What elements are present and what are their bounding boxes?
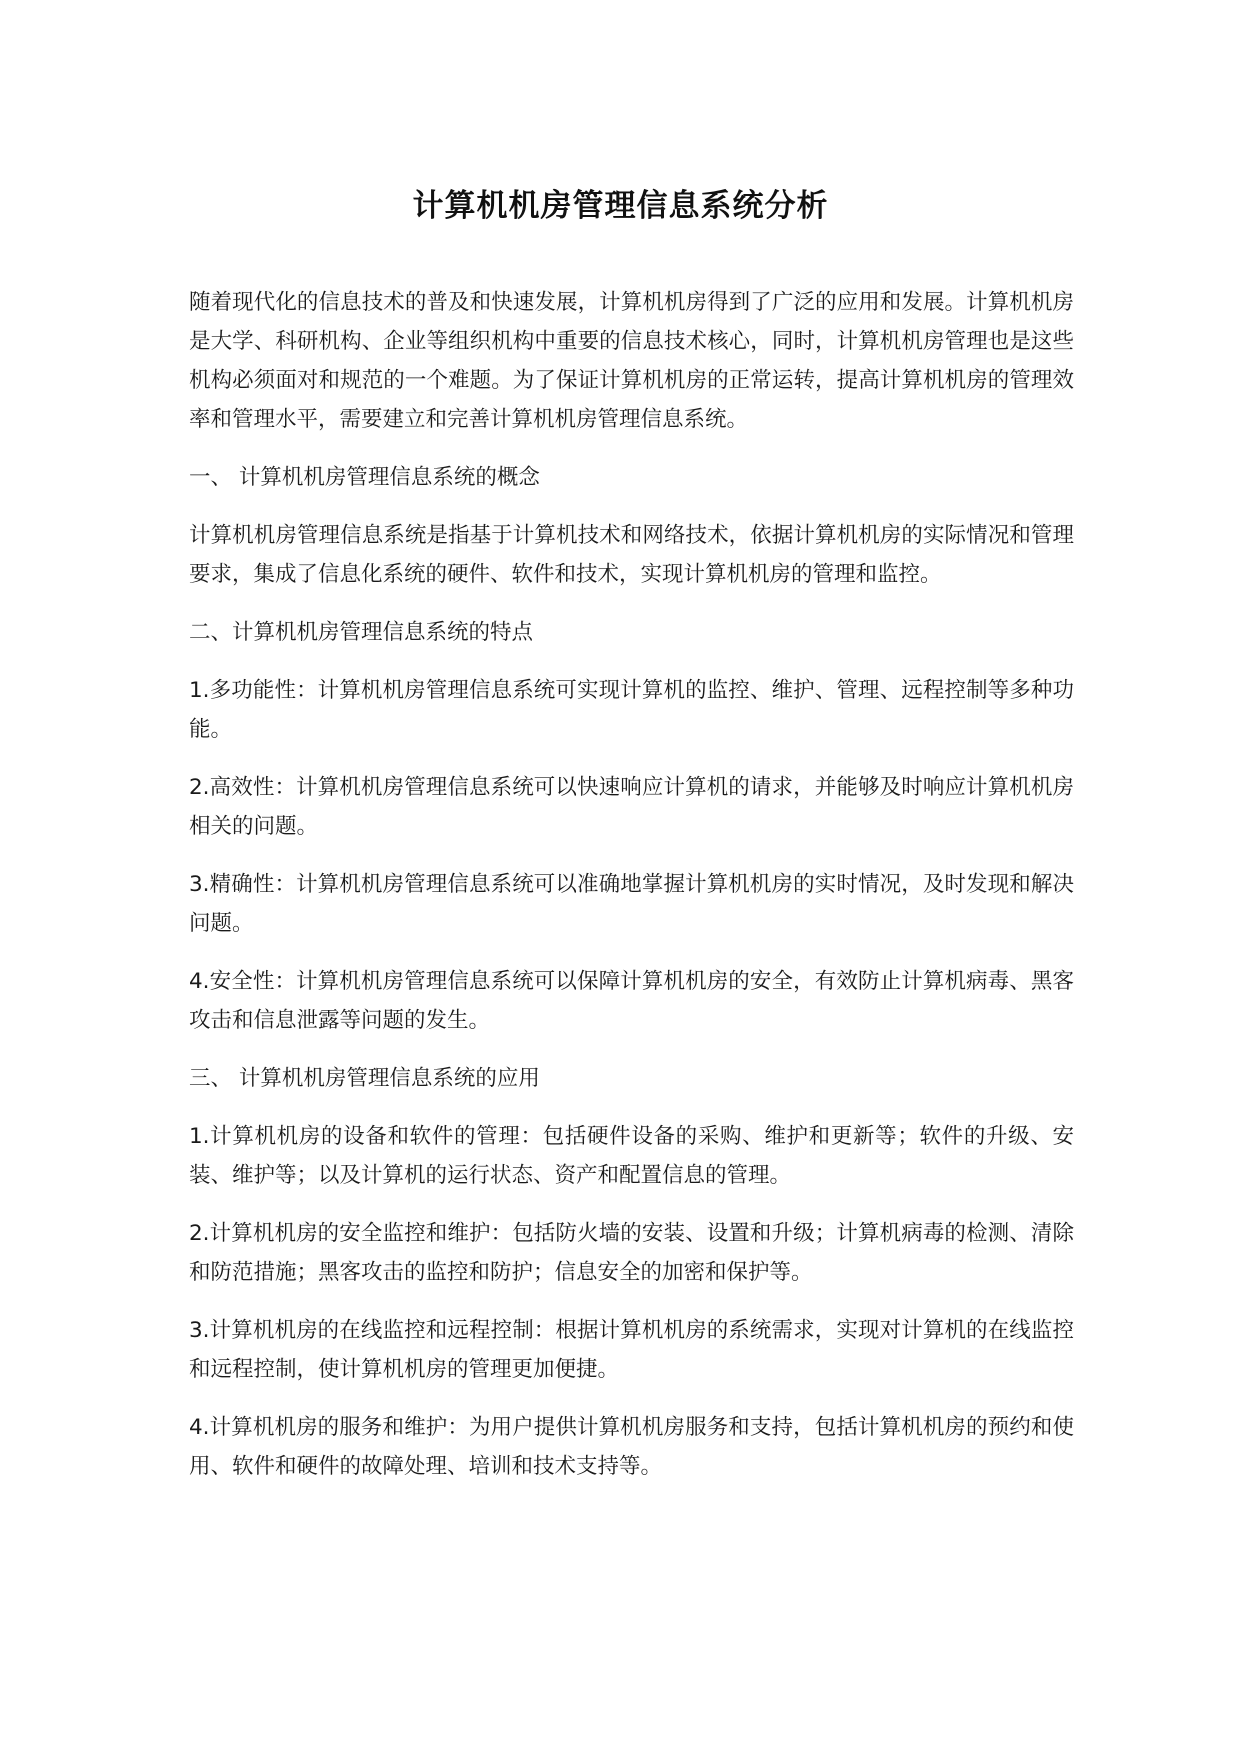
feature-item: 4.安全性：计算机机房管理信息系统可以保障计算机机房的安全，有效防止计算机病毒、黑客攻击和信息泄露等问题的发生。 <box>189 969 1074 1033</box>
feature-item: 3.精确性：计算机机房管理信息系统可以准确地掌握计算机机房的实时情况，及时发现和解决问题。 <box>189 872 1074 936</box>
intro-paragraph: 随着现代化的信息技术的普及和快速发展，计算机机房得到了广泛的应用和发展。计算机机房是大学、科研机构、企业等组织机构中重要的信息技术核心，同时，计算机机房管理也是这些机构必须面对和规范的一个难题。为了保证计算机机房的正常运转，提高计算机机房的管理效率和管理水平，需要建立和完善计算机机房管理信息系统。 <box>189 290 1074 432</box>
application-item: 1.计算机机房的设备和软件的管理：包括硬件设备的采购、维护和更新等；软件的升级、安装、维护等；以及计算机的运行状态、资产和配置信息的管理。 <box>189 1124 1074 1188</box>
section-heading-features: 二、计算机机房管理信息系统的特点 <box>189 620 534 645</box>
section-heading-applications: 三、 计算机机房管理信息系统的应用 <box>189 1066 540 1091</box>
application-item: 2.计算机机房的安全监控和维护：包括防火墙的安装、设置和升级；计算机病毒的检测、清除和防范措施；黑客攻击的监控和防护；信息安全的加密和保护等。 <box>189 1221 1074 1285</box>
application-item: 4.计算机机房的服务和维护：为用户提供计算机机房服务和支持，包括计算机机房的预约和使用、软件和硬件的故障处理、培训和技术支持等。 <box>189 1415 1074 1479</box>
page-title: 计算机机房管理信息系统分析 <box>412 188 829 224</box>
document-body <box>189 283 1074 1505</box>
concept-paragraph: 计算机机房管理信息系统是指基于计算机技术和网络技术，依据计算机机房的实际情况和管理要求，集成了信息化系统的硬件、软件和技术，实现计算机机房的管理和监控。 <box>189 523 1074 587</box>
feature-item: 2.高效性：计算机机房管理信息系统可以快速响应计算机的请求，并能够及时响应计算机机房相关的问题。 <box>189 775 1074 839</box>
feature-item: 1.多功能性：计算机机房管理信息系统可实现计算机的监控、维护、管理、远程控制等多种功能。 <box>189 678 1074 742</box>
application-item: 3.计算机机房的在线监控和远程控制：根据计算机机房的系统需求，实现对计算机的在线监控和远程控制，使计算机机房的管理更加便捷。 <box>189 1318 1074 1382</box>
section-heading-concept: 一、 计算机机房管理信息系统的概念 <box>189 465 540 490</box>
